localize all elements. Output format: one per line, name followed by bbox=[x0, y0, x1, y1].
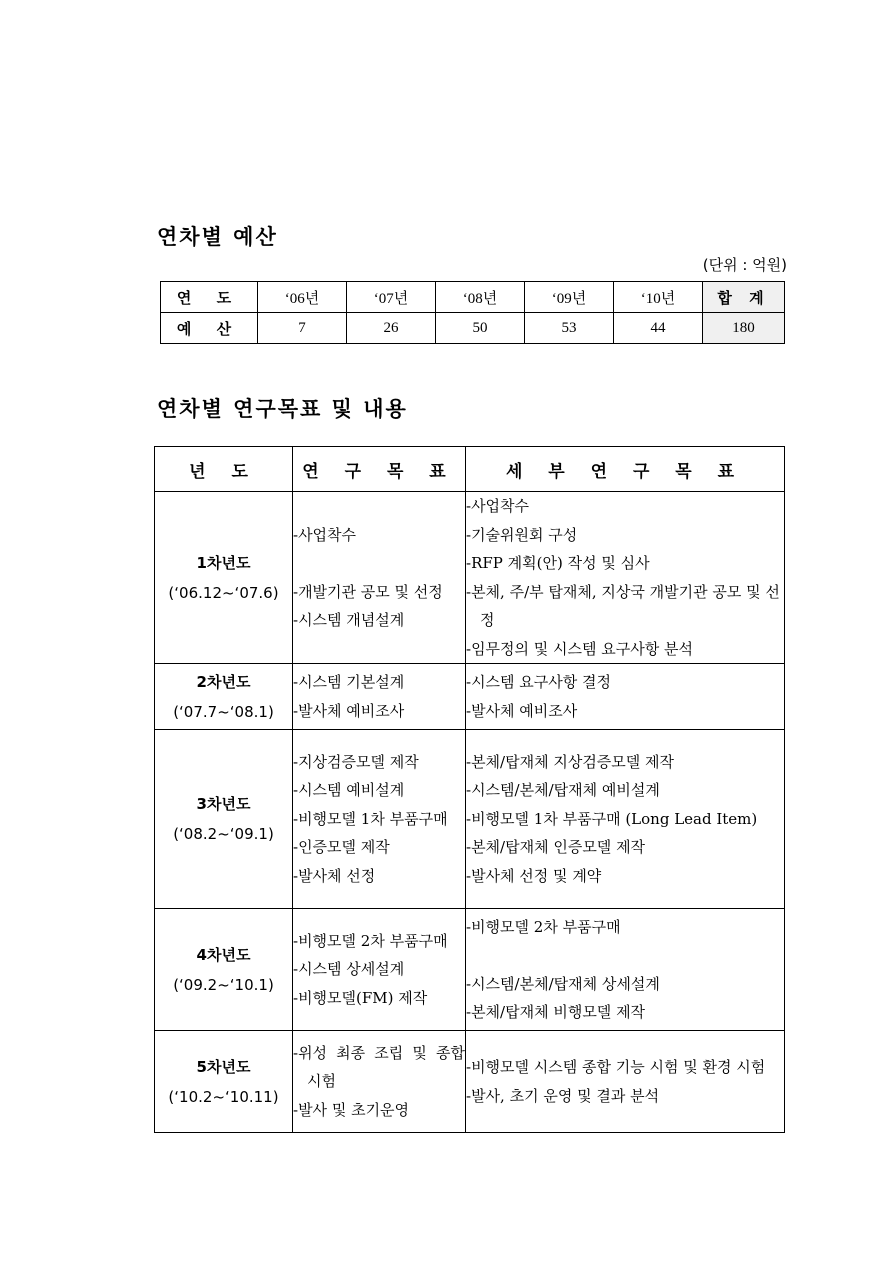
detail-item: -시스템/본체/탑재체 예비설계 bbox=[466, 781, 660, 800]
total-header: 합 계 bbox=[703, 282, 785, 313]
detail-item: -발사체 예비조사 bbox=[466, 701, 578, 720]
year-name: 4차년도 bbox=[196, 945, 251, 964]
year-cell: ‘10년 bbox=[614, 282, 703, 313]
year-cell bbox=[155, 492, 293, 664]
detail-cell bbox=[466, 730, 785, 909]
goal-cell bbox=[293, 492, 466, 664]
budget-value: 44 bbox=[614, 313, 703, 344]
goal-item: -비행모델(FM) 제작 bbox=[293, 988, 428, 1007]
detail-item: -임무정의 및 시스템 요구사항 분석 bbox=[466, 639, 694, 658]
goals-header-row bbox=[155, 447, 785, 492]
goal-item: -비행모델 1차 부품구매 bbox=[293, 809, 448, 828]
unit-label: (단위 : 억원) bbox=[702, 256, 787, 274]
goal-item: -사업착수 bbox=[293, 525, 357, 544]
year-name: 3차년도 bbox=[196, 795, 251, 813]
goal-item: -인증모델 제작 bbox=[293, 838, 390, 857]
year-row-1 bbox=[155, 492, 785, 664]
spacer bbox=[293, 549, 465, 578]
goal-item: -위성 최종 조립 및 종합 시험 bbox=[293, 1043, 465, 1091]
year-period: (‘09.2~‘10.1) bbox=[173, 975, 274, 994]
budget-value: 50 bbox=[436, 313, 525, 344]
year-cell bbox=[155, 909, 293, 1031]
spacer bbox=[466, 941, 784, 970]
detail-item: -본체/탑재체 인증모델 제작 bbox=[466, 838, 646, 857]
year-cell: ‘06년 bbox=[258, 282, 347, 313]
detail-item: -비행모델 1차 부품구매 (Long Lead Item) bbox=[466, 809, 758, 828]
goal-item: -시스템 상세설계 bbox=[293, 960, 405, 979]
budget-value: 26 bbox=[347, 313, 436, 344]
col-detail-header: 세 부 연 구 목 표 bbox=[466, 447, 785, 492]
detail-item: -시스템/본체/탑재체 상세설계 bbox=[466, 974, 660, 993]
goal-cell bbox=[293, 1031, 466, 1133]
detail-cell bbox=[466, 1031, 785, 1133]
detail-item: -기술위원회 구성 bbox=[466, 525, 578, 544]
year-name: 5차년도 bbox=[196, 1057, 251, 1076]
budget-value-row bbox=[161, 313, 785, 344]
year-row-3 bbox=[155, 730, 785, 909]
detail-item: -발사, 초기 운영 및 결과 분석 bbox=[466, 1086, 660, 1105]
goal-item: -시스템 개념설계 bbox=[293, 611, 405, 629]
budget-table bbox=[160, 281, 785, 344]
goal-item: -개발기관 공모 및 선정 bbox=[293, 582, 443, 601]
year-cell: ‘08년 bbox=[436, 282, 525, 313]
budget-value: 53 bbox=[525, 313, 614, 344]
detail-cell bbox=[466, 664, 785, 730]
goal-item: -발사체 예비조사 bbox=[293, 701, 405, 720]
detail-cell bbox=[466, 909, 785, 1031]
goal-item: -발사체 선정 bbox=[293, 866, 376, 885]
budget-total: 180 bbox=[703, 313, 785, 344]
goal-cell bbox=[293, 730, 466, 909]
year-name: 1차년도 bbox=[196, 553, 251, 572]
goal-cell bbox=[293, 664, 466, 730]
goal-item: -지상검증모델 제작 bbox=[293, 752, 419, 771]
year-name: 2차년도 bbox=[196, 672, 251, 691]
goal-item: -비행모델 2차 부품구매 bbox=[293, 931, 448, 950]
year-row-4 bbox=[155, 909, 785, 1031]
year-period: (‘07.7~‘08.1) bbox=[173, 702, 274, 721]
budget-title: 연차별 예산 bbox=[157, 225, 278, 249]
detail-item: -발사체 선정 및 계약 bbox=[466, 866, 602, 885]
budget-header: 예 산 bbox=[161, 313, 258, 344]
goal-item: -발사 및 초기운영 bbox=[293, 1100, 410, 1119]
detail-item: -본체, 주/부 탑재체, 지상국 개발기관 공모 및 선정 bbox=[466, 582, 780, 629]
detail-item: -RFP 계획(안) 작성 및 심사 bbox=[466, 554, 650, 572]
budget-year-row bbox=[161, 282, 785, 313]
detail-item: -비행모델 시스템 종합 기능 시험 및 환경 시험 bbox=[466, 1058, 766, 1076]
year-header: 연 도 bbox=[161, 282, 258, 313]
goal-item: -시스템 기본설계 bbox=[293, 673, 405, 691]
goals-title: 연차별 연구목표 및 내용 bbox=[157, 397, 408, 421]
year-period: (‘08.2~‘09.1) bbox=[173, 825, 274, 843]
goal-cell bbox=[293, 909, 466, 1031]
goal-item: -시스템 예비설계 bbox=[293, 781, 405, 800]
detail-item: -사업착수 bbox=[466, 497, 530, 515]
col-year-header: 년 도 bbox=[155, 447, 293, 492]
year-row-5 bbox=[155, 1031, 785, 1133]
year-period: (‘10.2~‘10.11) bbox=[168, 1087, 279, 1106]
year-cell: ‘09년 bbox=[525, 282, 614, 313]
year-period: (‘06.12~‘07.6) bbox=[168, 583, 279, 602]
detail-cell bbox=[466, 492, 785, 664]
detail-item: -시스템 요구사항 결정 bbox=[466, 673, 612, 691]
detail-item: -비행모델 2차 부품구매 bbox=[466, 917, 621, 936]
year-row-2 bbox=[155, 664, 785, 730]
year-cell bbox=[155, 730, 293, 909]
year-cell: ‘07년 bbox=[347, 282, 436, 313]
goals-table bbox=[154, 446, 785, 1133]
year-cell bbox=[155, 664, 293, 730]
col-goal-header: 연 구 목 표 bbox=[293, 447, 466, 492]
detail-item: -본체/탑재체 지상검증모델 제작 bbox=[466, 752, 675, 771]
year-cell bbox=[155, 1031, 293, 1133]
budget-value: 7 bbox=[258, 313, 347, 344]
detail-item: -본체/탑재체 비행모델 제작 bbox=[466, 1003, 646, 1021]
